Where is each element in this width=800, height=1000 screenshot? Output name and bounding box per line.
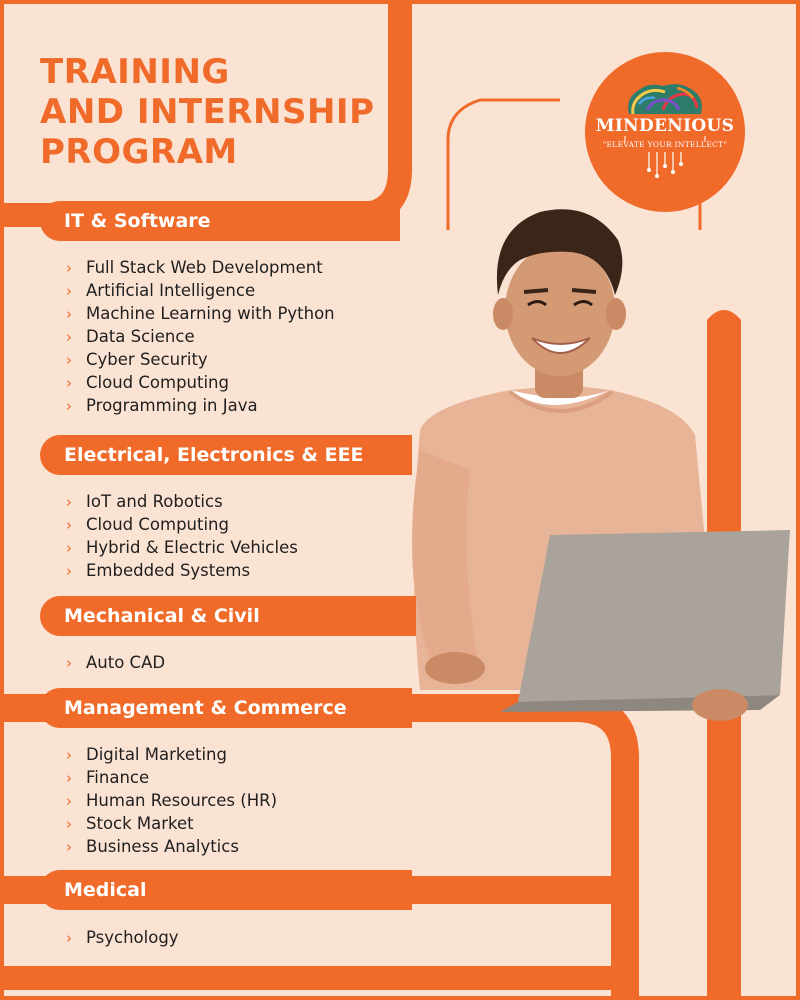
course-label: Psychology: [86, 928, 179, 947]
course-label: Hybrid & Electric Vehicles: [86, 538, 298, 557]
course-label: IoT and Robotics: [86, 492, 223, 511]
chevron-right-icon: ›: [66, 815, 72, 833]
course-label: Embedded Systems: [86, 561, 251, 580]
title-line-1: TRAINING: [40, 52, 230, 92]
list-item: [66, 348, 335, 371]
course-label: Full Stack Web Development: [86, 258, 323, 277]
course-label: Artificial Intelligence: [86, 281, 256, 300]
course-label: Business Analytics: [86, 837, 239, 856]
list-item: [66, 302, 335, 325]
course-list-mechanical: [66, 651, 165, 674]
chevron-right-icon: ›: [66, 493, 72, 511]
course-label: Digital Marketing: [86, 745, 227, 764]
logo-tagline: "ELEVATE YOUR INTELLECT": [602, 140, 728, 149]
course-label: Data Science: [86, 327, 195, 346]
chevron-right-icon: ›: [66, 374, 72, 392]
list-item: [66, 926, 179, 949]
chevron-right-icon: ›: [66, 351, 72, 369]
course-label: Cloud Computing: [86, 373, 229, 392]
chevron-right-icon: ›: [66, 516, 72, 534]
list-item: [66, 325, 335, 348]
category-management-commerce: [40, 688, 412, 728]
category-electrical-electronics: [40, 435, 412, 475]
course-label: Programming in Java: [86, 396, 258, 415]
course-list-it-software: [66, 256, 335, 417]
list-item: [66, 651, 165, 674]
chevron-right-icon: ›: [66, 397, 72, 415]
category-label: IT & Software: [64, 210, 211, 232]
course-label: Finance: [86, 768, 150, 787]
chevron-right-icon: ›: [66, 539, 72, 557]
circuit-lines-icon: [585, 52, 745, 212]
list-item: [66, 513, 298, 536]
course-label: Cloud Computing: [86, 515, 229, 534]
category-label: Mechanical & Civil: [64, 605, 260, 627]
category-label: Medical: [64, 879, 147, 901]
chevron-right-icon: ›: [66, 929, 72, 947]
title-line-2: AND INTERNSHIP: [40, 92, 375, 132]
list-item: [66, 789, 277, 812]
list-item: [66, 835, 277, 858]
list-item: [66, 394, 335, 417]
chevron-right-icon: ›: [66, 562, 72, 580]
chevron-right-icon: ›: [66, 792, 72, 810]
course-label: Cyber Security: [86, 350, 208, 369]
chevron-right-icon: ›: [66, 654, 72, 672]
title-line-3: PROGRAM: [40, 132, 238, 172]
course-label: Machine Learning with Python: [86, 304, 335, 323]
list-item: [66, 490, 298, 513]
course-label: Stock Market: [86, 814, 194, 833]
category-medical: [40, 870, 412, 910]
course-label: Human Resources (HR): [86, 791, 278, 810]
chevron-right-icon: ›: [66, 282, 72, 300]
logo-brand-name: MINDENIOUS: [595, 116, 735, 136]
chevron-right-icon: ›: [66, 259, 72, 277]
list-item: [66, 766, 277, 789]
list-item: [66, 743, 277, 766]
mindenious-logo: [585, 52, 745, 212]
category-label: Electrical, Electronics & EEE: [64, 444, 364, 466]
chevron-right-icon: ›: [66, 838, 72, 856]
list-item: [66, 559, 298, 582]
list-item: [66, 279, 335, 302]
list-item: [66, 256, 335, 279]
category-mechanical-civil: [40, 596, 416, 636]
page-title: [40, 52, 375, 172]
course-list-electrical: [66, 490, 298, 582]
chevron-right-icon: ›: [66, 305, 72, 323]
list-item: [66, 812, 277, 835]
category-label: Management & Commerce: [64, 697, 347, 719]
chevron-right-icon: ›: [66, 769, 72, 787]
list-item: [66, 536, 298, 559]
student-with-laptop-image: [400, 190, 790, 750]
course-label: Auto CAD: [86, 653, 166, 672]
category-it-software: [40, 201, 400, 241]
list-item: [66, 371, 335, 394]
chevron-right-icon: ›: [66, 746, 72, 764]
course-list-medical: [66, 926, 179, 949]
chevron-right-icon: ›: [66, 328, 72, 346]
course-list-management: [66, 743, 277, 858]
